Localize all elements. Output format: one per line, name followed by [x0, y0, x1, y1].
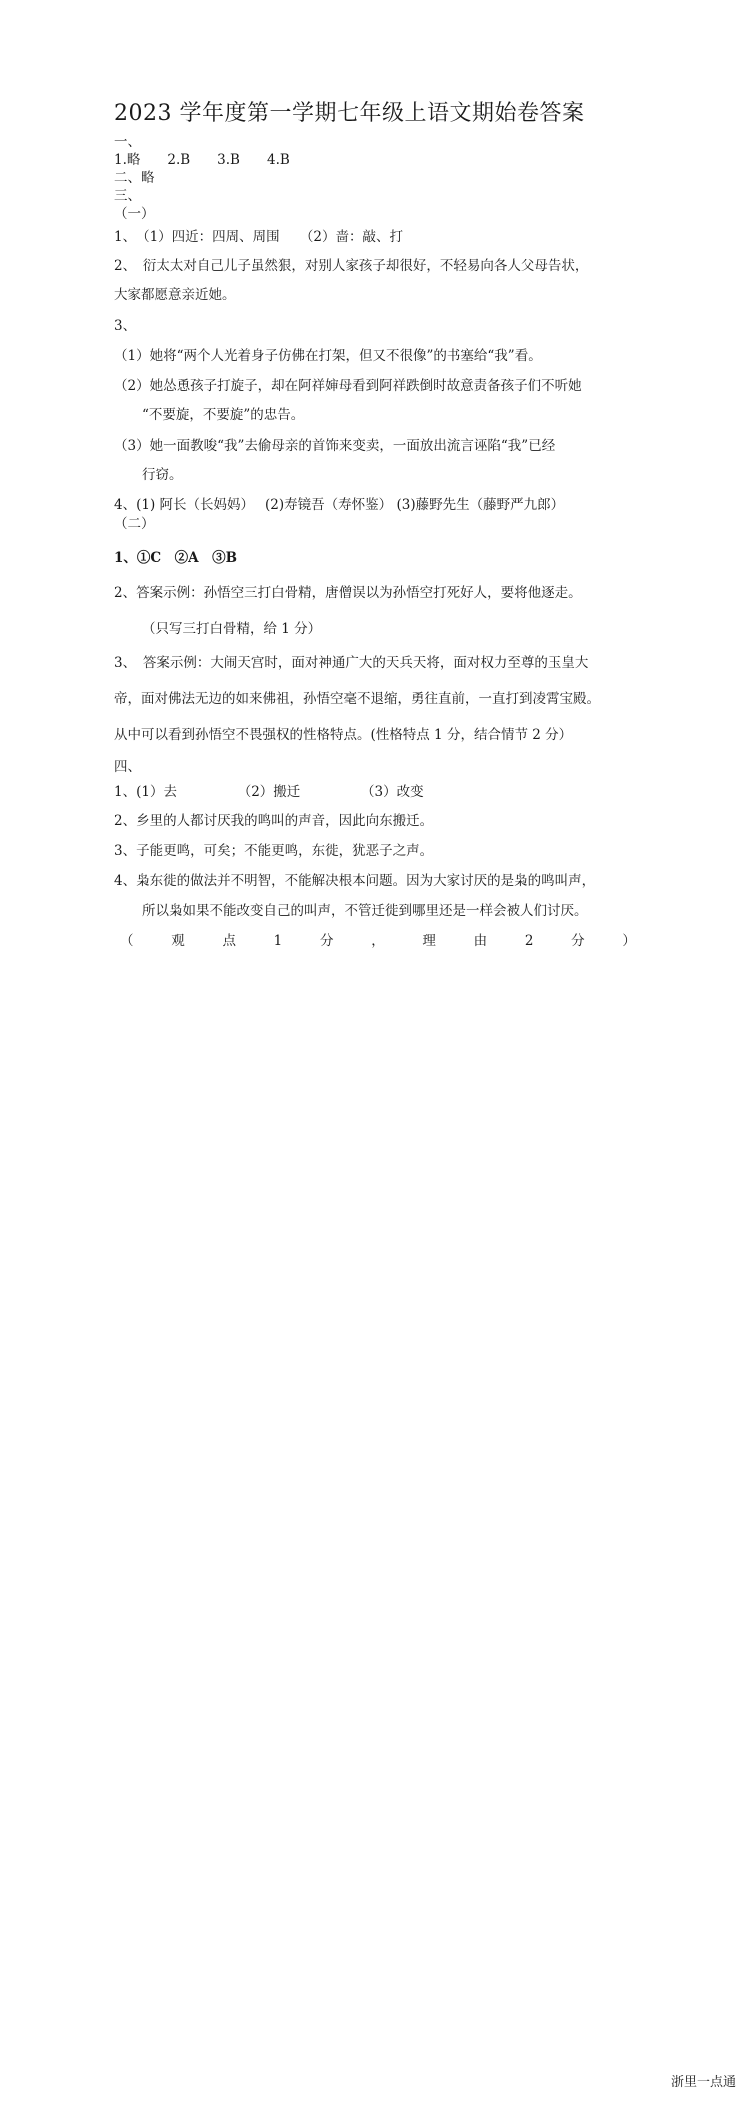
- part-1-heading: （一）: [114, 206, 155, 222]
- score-note-char: 分: [571, 933, 585, 949]
- answer-s4-q1: 1、(1）去 （2）搬迁 （3）改变: [114, 784, 424, 800]
- answer-p2-q3: 3、 答案示例：大闹天宫时，面对神通广大的天兵天将，面对权力至尊的玉皇大: [114, 655, 589, 671]
- answer-q1: 1、 （1）四近：四周、周围 （2）啬：敲、打: [114, 229, 404, 245]
- score-note-char: 1: [273, 933, 283, 949]
- part-2-heading: （二）: [114, 516, 155, 532]
- answer-q2-cont: 大家都愿意亲近她。: [114, 287, 236, 303]
- score-note-char: （: [120, 933, 134, 949]
- section-4-heading: 四、: [114, 759, 141, 775]
- answer-q3-3-cont: 行窃。: [142, 467, 183, 483]
- answer-s4-q4: 4、枭东徙的做法并不明智，不能解决根本问题。因为大家讨厌的是枭的鸣叫声，: [114, 873, 596, 889]
- answer-q4: 4、(1) 阿长（长妈妈） (2)寿镜吾（寿怀鉴） (3)藤野先生（藤野严九郎）: [114, 497, 565, 513]
- answer-p2-q1: 1、①C ②A ③B: [114, 550, 238, 566]
- score-note-char: ，: [371, 933, 385, 949]
- section-1-heading: 一、: [114, 134, 141, 150]
- answer-q3-2: （2）她怂恿孩子打旋子，却在阿祥婶母看到阿祥跌倒时故意责备孩子们不听她: [114, 378, 582, 394]
- answer-p2-q3-cont: 帝，面对佛法无边的如来佛祖，孙悟空毫不退缩，勇往直前，一直打到凌霄宝殿。: [114, 691, 600, 707]
- section-3-heading: 三、: [114, 188, 141, 204]
- score-note-char: 观: [171, 933, 185, 949]
- score-note-char: 分: [319, 933, 334, 949]
- answer-p2-q3-summary: 从中可以看到孙悟空不畏强权的性格特点。(性格特点 1 分，结合情节 2 分）: [114, 727, 573, 743]
- section-2-heading: 二、略: [114, 170, 155, 186]
- answer-p2-q2: 2、答案示例：孙悟空三打白骨精，唐僧误以为孙悟空打死好人，要将他逐走。: [114, 585, 582, 601]
- answer-q3: 3、: [114, 318, 137, 334]
- score-note-char: 点: [222, 933, 236, 949]
- answer-s4-q3: 3、子能更鸣，可矣；不能更鸣，东徙，犹恶子之声。: [114, 843, 434, 859]
- score-note-char: 理: [422, 933, 436, 949]
- score-note-char: 2: [524, 933, 534, 949]
- answer-q3-2-cont: “不要旋，不要旋”的忠告。: [142, 407, 305, 423]
- score-note-char: ）: [622, 933, 636, 949]
- answer-s4-q4-cont: 所以枭如果不能改变自己的叫声，不管迁徙到哪里还是一样会被人们讨厌。: [142, 903, 588, 919]
- score-note: [120, 932, 636, 950]
- answer-q3-1: （1）她将“两个人光着身子仿佛在打架，但又不很像”的书塞给“我”看。: [114, 348, 542, 364]
- footer-watermark: 浙里一点通: [670, 2075, 736, 2090]
- answer-q3-3: （3）她一面教唆“我”去偷母亲的首饰来变卖，一面放出流言诬陷“我”已经: [114, 438, 556, 454]
- score-note-char: 由: [473, 933, 488, 949]
- answer-p2-q2-note: （只写三打白骨精，给 1 分）: [142, 621, 322, 637]
- document-title: 2023 学年度第一学期七年级上语文期始卷答案: [114, 101, 585, 126]
- answer-s4-q2: 2、乡里的人都讨厌我的鸣叫的声音，因此向东搬迁。: [114, 813, 434, 829]
- answer-q2: 2、 衍太太对自己儿子虽然狠，对别人家孩子却很好，不轻易向各人父母告状，: [114, 258, 589, 274]
- section-1-answers: 1.略 2.B 3.B 4.B: [114, 152, 290, 168]
